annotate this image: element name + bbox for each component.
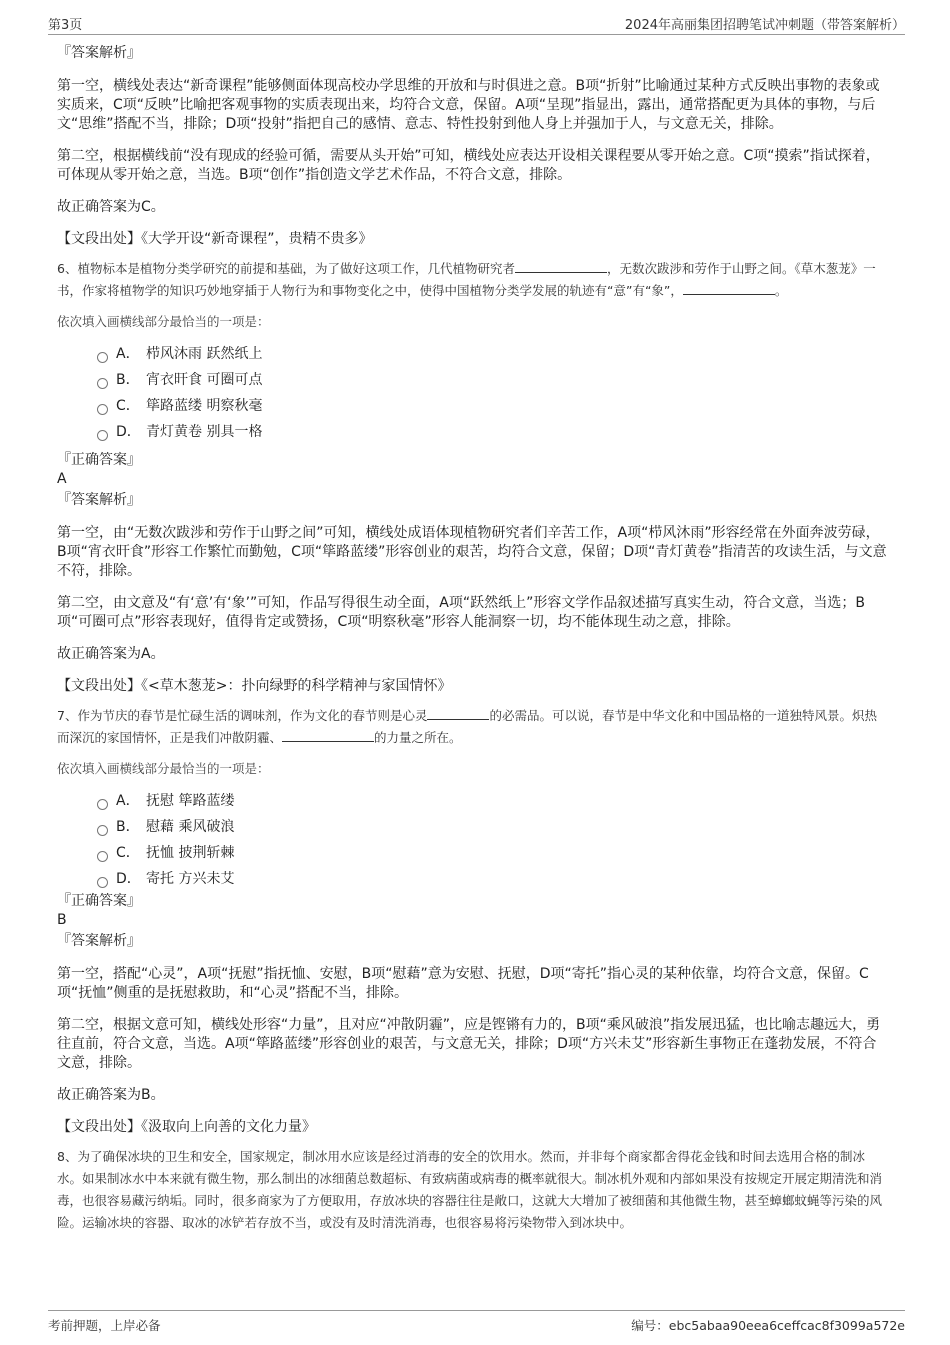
analysis-label: 『答案解析』 <box>57 933 141 949</box>
answer-conclusion: 故正确答案为C。 <box>57 199 165 215</box>
option-b[interactable]: B． 宵衣旰食 可圈可点 <box>97 367 887 393</box>
analysis-paragraph: 第二空，根据文意可知，横线处形容“力量”，且对应“冲散阴霾”，应是铿锵有力的，B项“乘风破浪”指发展迅猛，也比喻志趣远大，勇往直前，符合文意，当选。A项“筚路蓝缕”形容创业的艰苦，与文意无关，排除；D项“方兴未艾”形容新生事物正在蓬勃发展，不符合文意，排除。 <box>57 1017 881 1071</box>
question-text: 7、作为节庆的春节是忙碌生活的调味剂，作为文化的春节则是心灵 的必需品。可以说，春节是中华文化和中国品格的一道独特风景。炽热而深沉的家国情怀，正是我们冲散阴霾、 的力量之所在。 <box>57 708 877 745</box>
analysis-paragraph: 第一空，搭配“心灵”，A项“抚慰”指抚恤、安慰，B项“慰藉”意为安慰、抚慰，D项“寄托”指心灵的某种依靠，均符合文意，保留。C项“抚恤”侧重的是抚慰救助，和“心灵”搭配不当，排除。 <box>57 966 869 1001</box>
radio-icon[interactable] <box>97 430 108 441</box>
analysis-label: 『答案解析』 <box>57 492 141 508</box>
option-c[interactable]: C． 抚恤 披荆斩棘 <box>97 840 887 866</box>
options-list <box>57 788 887 892</box>
page-footer <box>48 1310 905 1333</box>
document-id: 编号：ebc5abaa90eea6ceffcac8f3099a572e <box>631 1318 905 1333</box>
blank-line <box>282 729 374 742</box>
blank-line <box>515 260 607 273</box>
radio-icon[interactable] <box>97 851 108 862</box>
page-header <box>48 12 905 35</box>
option-a[interactable]: A． 抚慰 筚路蓝缕 <box>97 788 887 814</box>
question-prompt: 依次填入画横线部分最恰当的一项是： <box>57 314 270 329</box>
source-citation: 【文段出处】《大学开设“新奇课程”，贵精不贵多》 <box>57 231 373 247</box>
radio-icon[interactable] <box>97 378 108 389</box>
page-content <box>57 44 887 1234</box>
analysis-label: 『答案解析』 <box>57 45 141 61</box>
source-citation: 【文段出处】《汲取向上向善的文化力量》 <box>57 1119 316 1135</box>
source-citation: 【文段出处】《<草木葱茏>：扑向绿野的科学精神与家国情怀》 <box>57 678 452 694</box>
blank-line <box>683 282 775 295</box>
answer-conclusion: 故正确答案为B。 <box>57 1087 165 1103</box>
page-number: 第3页 <box>48 18 83 33</box>
radio-icon[interactable] <box>97 799 108 810</box>
option-c[interactable]: C． 筚路蓝缕 明察秋毫 <box>97 393 887 419</box>
option-d[interactable]: D． 寄托 方兴未艾 <box>97 866 887 892</box>
correct-answer-label: 『正确答案』 <box>57 452 141 468</box>
correct-answer: B <box>57 912 67 928</box>
correct-answer-label: 『正确答案』 <box>57 893 141 909</box>
correct-answer: A <box>57 471 67 487</box>
analysis-paragraph: 第一空，由“无数次跋涉和劳作于山野之间”可知，横线处成语体现植物研究者们辛苦工作，A项“栉风沐雨”形容经常在外面奔波劳碌，B项“宵衣旰食”形容工作繁忙而勤勉，C项“筚路蓝缕”形容创业的艰苦，均符合文意，保留；D项“青灯黄卷”指清苦的攻读生活，与文意不符，排除。 <box>57 525 887 579</box>
analysis-paragraph: 第二空，由文意及“有‘意’有‘象’”可知，作品写得很生动全面，A项“跃然纸上”形容文学作品叙述描写真实生动，符合文意，当选；B项“可圈可点”形容表现好，值得肯定或赞扬，C项“明察秋毫”形容人能洞察一切，均不能体现生动之意，排除。 <box>57 595 865 630</box>
option-a[interactable]: A． 栉风沐雨 跃然纸上 <box>97 341 887 367</box>
footer-slogan: 考前押题，上岸必备 <box>48 1318 161 1333</box>
analysis-paragraph: 第一空，横线处表达“新奇课程”能够侧面体现高校办学思维的开放和与时俱进之意。B项“折射”比喻通过某种方式反映出事物的表象或实质来，C项“反映”比喻把客观事物的实质表现出来，均符合文意，保留。A项“呈现”指显出，露出，通常搭配更为具体的事物，与后文“思维”搭配不当，排除；D项“投射”指把自己的感情、意志、特性投射到他人身上并强加于人，与文意无关，排除。 <box>57 78 880 132</box>
radio-icon[interactable] <box>97 352 108 363</box>
options-list <box>57 341 887 445</box>
option-b[interactable]: B． 慰藉 乘风破浪 <box>97 814 887 840</box>
question-text: 8、为了确保冰块的卫生和安全，国家规定，制冰用水应该是经过消毒的安全的饮用水。然而，并非每个商家都舍得花金钱和时间去选用合格的制冰水。如果制冰水中本来就有微生物，那么制出的冰细菌总数超标、有致病菌或病毒的概率就很大。制冰机外观和内部如果没有按规定开展定期清洗和消毒，也很容易藏污纳垢。同时，很多商家为了方便取用，存放冰块的容器往往是敞口，这就大大增加了被细菌和其他微生物，甚至蟑螂蚊蝇等污染的风险。运输冰块的容器、取冰的冰铲若存放不当，或没有及时清洗消毒，也很容易将污染物带入到冰块中。 <box>57 1149 883 1230</box>
radio-icon[interactable] <box>97 825 108 836</box>
answer-conclusion: 故正确答案为A。 <box>57 646 165 662</box>
radio-icon[interactable] <box>97 877 108 888</box>
blank-line <box>427 707 489 720</box>
radio-icon[interactable] <box>97 404 108 415</box>
question-text: 6、植物标本是植物分类学研究的前提和基础，为了做好这项工作，几代植物研究者 ，无数次跋涉和劳作于山野之间。《草木葱茏》一书，作家将植物学的知识巧妙地穿插于人物行为和事物变化之中，使得中国植物分类学发展的轨迹有“意”有“象”， 。 <box>57 261 876 298</box>
document-title: 2024年高丽集团招聘笔试冲刺题（带答案解析） <box>624 18 905 33</box>
option-d[interactable]: D． 青灯黄卷 别具一格 <box>97 419 887 445</box>
analysis-paragraph: 第二空，根据横线前“没有现成的经验可循，需要从头开始”可知，横线处应表达开设相关课程要从零开始之意。C项“摸索”指试探着，可体现从零开始之意，当选。B项“创作”指创造文学艺术作品，不符合文意，排除。 <box>57 148 880 183</box>
question-prompt: 依次填入画横线部分最恰当的一项是： <box>57 761 270 776</box>
